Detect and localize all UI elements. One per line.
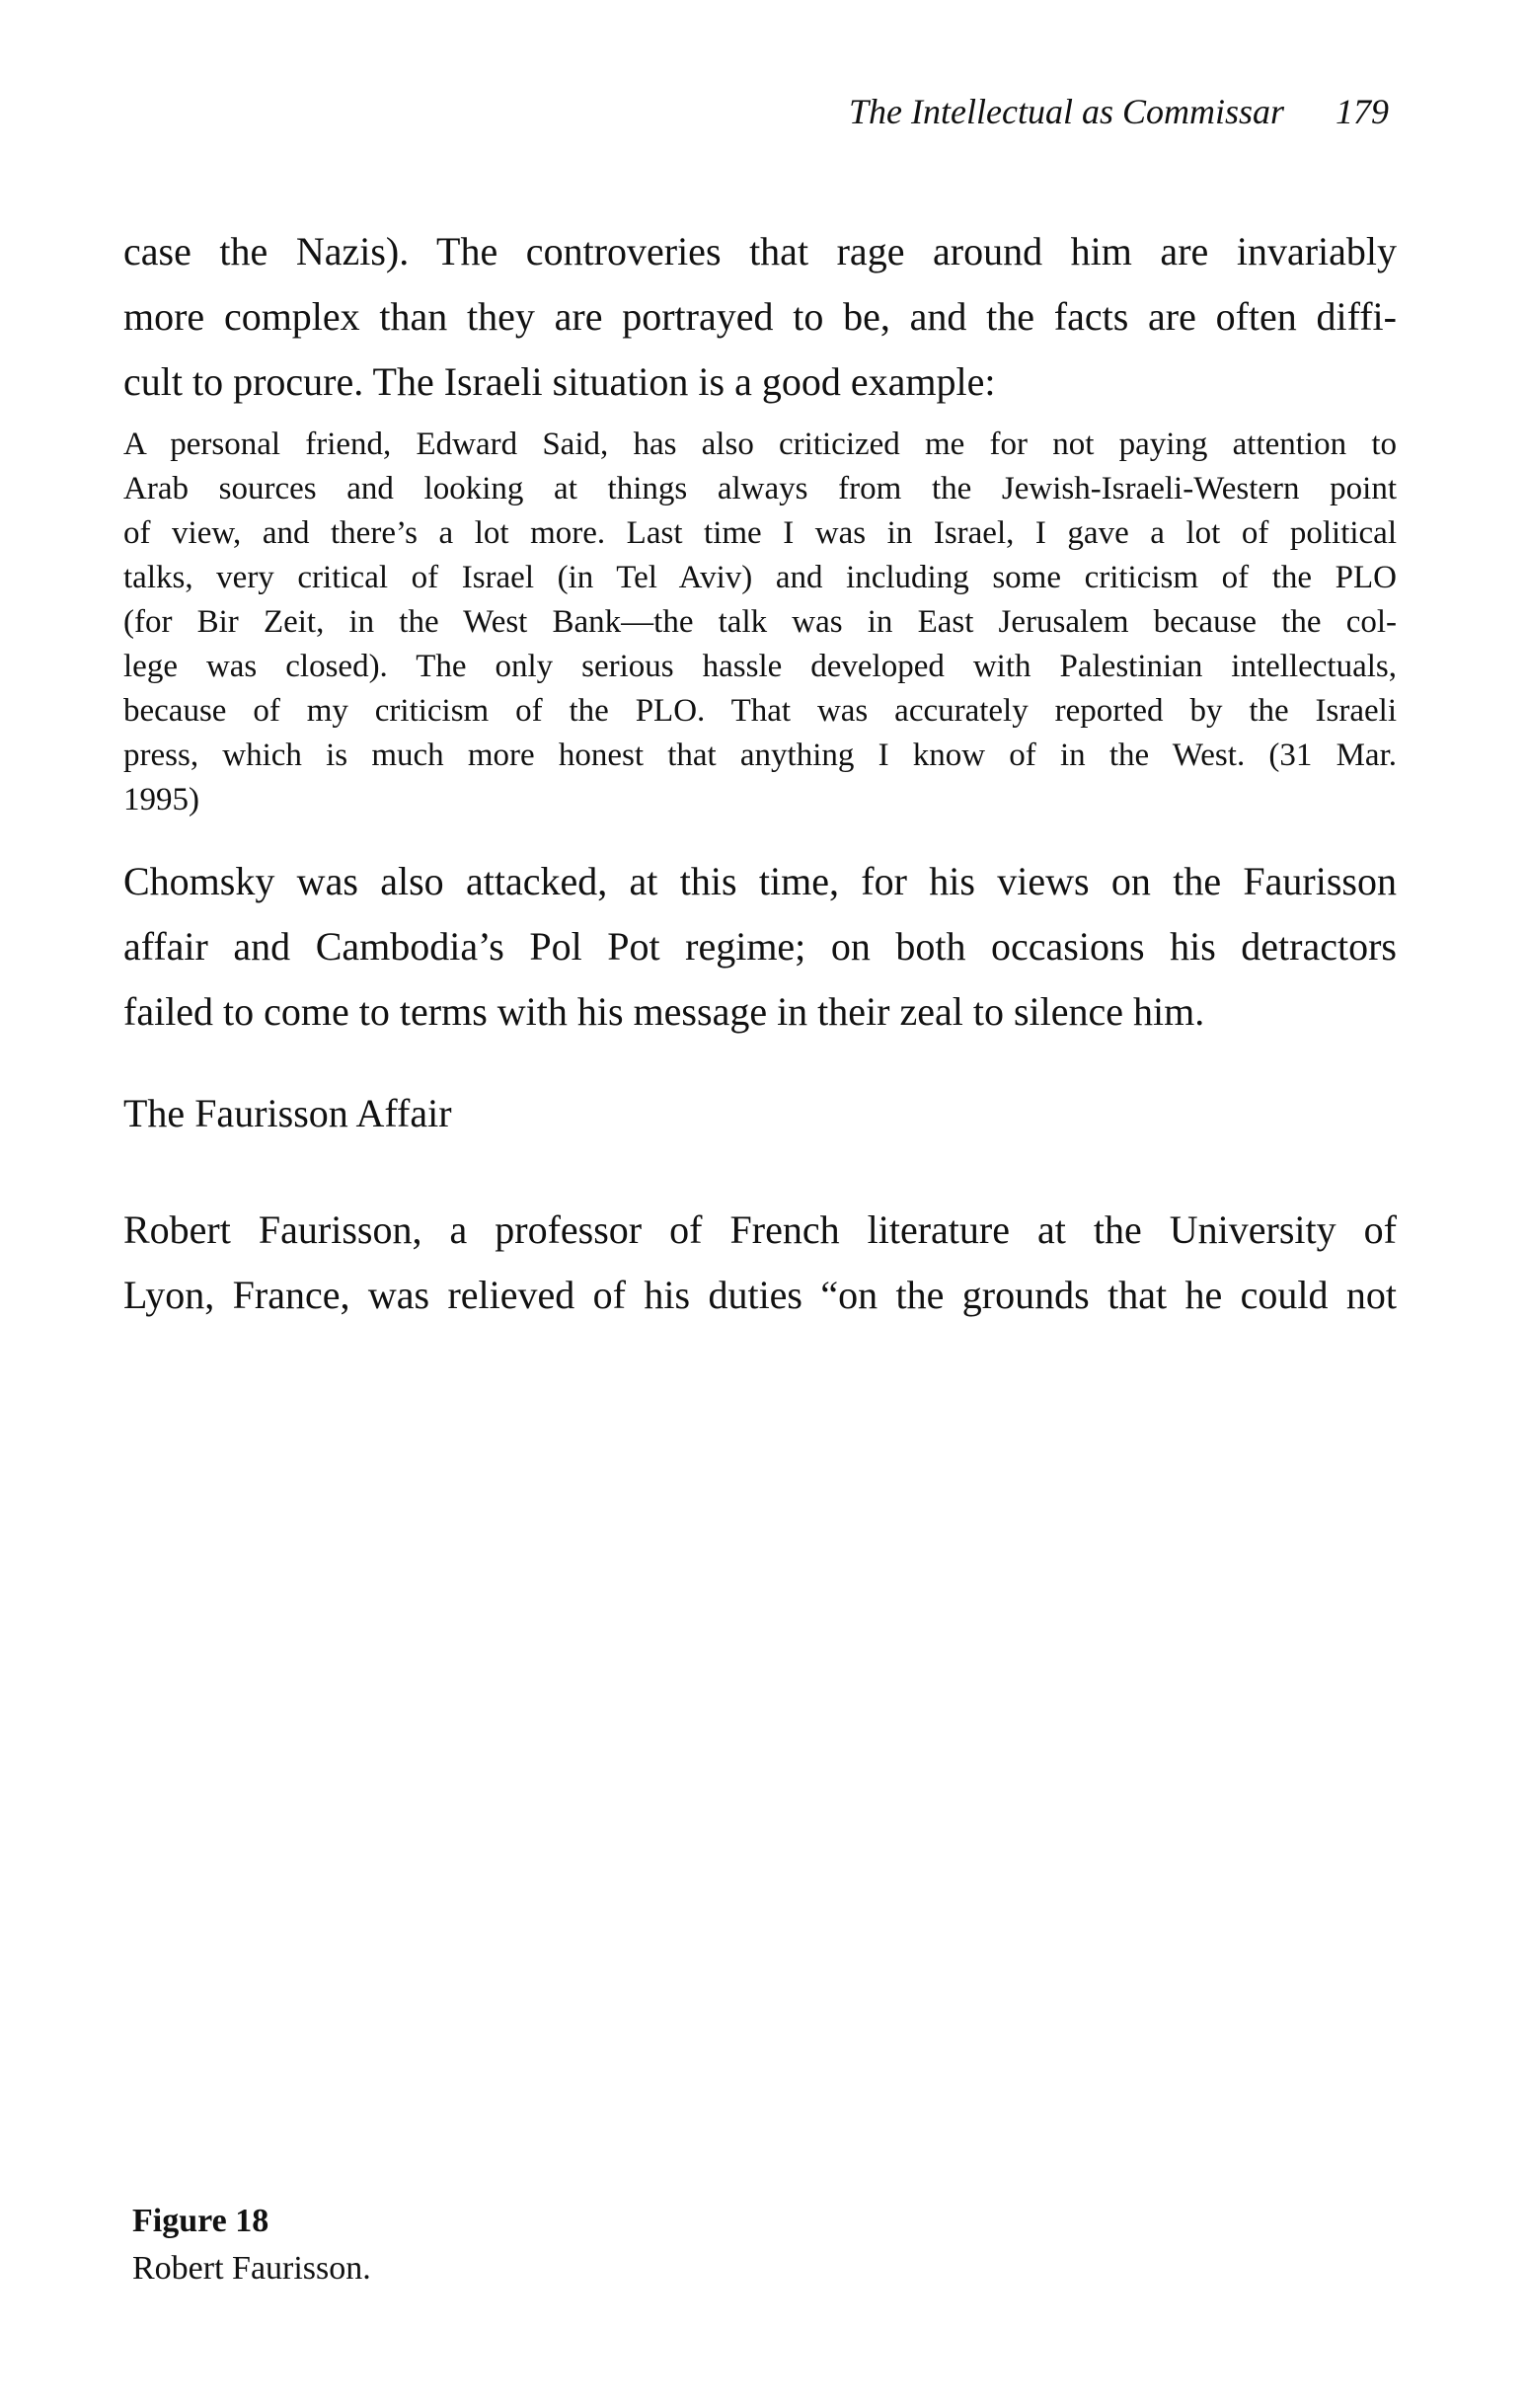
text-line: cult to procure. The Israeli situation is a good example: bbox=[123, 359, 996, 404]
running-head bbox=[849, 91, 1389, 132]
quote-line: Arab sources and looking at things always from the Jewish-Israeli-Western point bbox=[123, 471, 1397, 506]
figure-caption-text: Robert Faurisson. bbox=[132, 2250, 371, 2287]
quote-line: because of my criticism of the PLO. That was accurately reported by the Israeli bbox=[123, 693, 1397, 729]
quote-line: (for Bir Zeit, in the West Bank—the talk was in East Jerusalem because the col- bbox=[123, 604, 1397, 640]
text-line: affair and Cambodia’s Pol Pot regime; on both occasions his detractors bbox=[123, 924, 1397, 969]
text-line: Robert Faurisson, a professor of French literature at the University of bbox=[123, 1207, 1397, 1252]
page-number: 179 bbox=[1336, 92, 1389, 131]
body-paragraph-3 bbox=[123, 1198, 1397, 1328]
text-line: Chomsky was also attacked, at this time, for his views on the Faurisson bbox=[123, 859, 1397, 903]
quote-line: 1995) bbox=[123, 782, 199, 817]
text-line: more complex than they are portrayed to be, and the facts are often diffi- bbox=[123, 294, 1397, 339]
figure-caption bbox=[132, 2198, 371, 2292]
body-paragraph-2 bbox=[123, 849, 1397, 1045]
block-quote bbox=[123, 423, 1397, 822]
quote-line: lege was closed). The only serious hassle developed with Palestinian intellectuals, bbox=[123, 649, 1397, 684]
section-heading: The Faurisson Affair bbox=[123, 1091, 452, 1135]
text-line: case the Nazis). The controveries that rage around him are invariably bbox=[123, 229, 1397, 273]
text-line: Lyon, France, was relieved of his duties “on the grounds that he could not bbox=[123, 1273, 1397, 1317]
quote-line: press, which is much more honest that anything I know of in the West. (31 Mar. bbox=[123, 738, 1397, 773]
quote-line: talks, very critical of Israel (in Tel Aviv) and including some criticism of the PLO bbox=[123, 560, 1397, 595]
quote-line: of view, and there’s a lot more. Last time I was in Israel, I gave a lot of political bbox=[123, 515, 1397, 551]
quote-line: A personal friend, Edward Said, has also criticized me for not paying attention to bbox=[123, 427, 1397, 462]
body-paragraph-1 bbox=[123, 219, 1397, 415]
figure-label: Figure 18 bbox=[132, 2203, 269, 2239]
running-title: The Intellectual as Commissar bbox=[849, 92, 1284, 131]
text-line: failed to come to terms with his message in their zeal to silence him. bbox=[123, 989, 1205, 1034]
